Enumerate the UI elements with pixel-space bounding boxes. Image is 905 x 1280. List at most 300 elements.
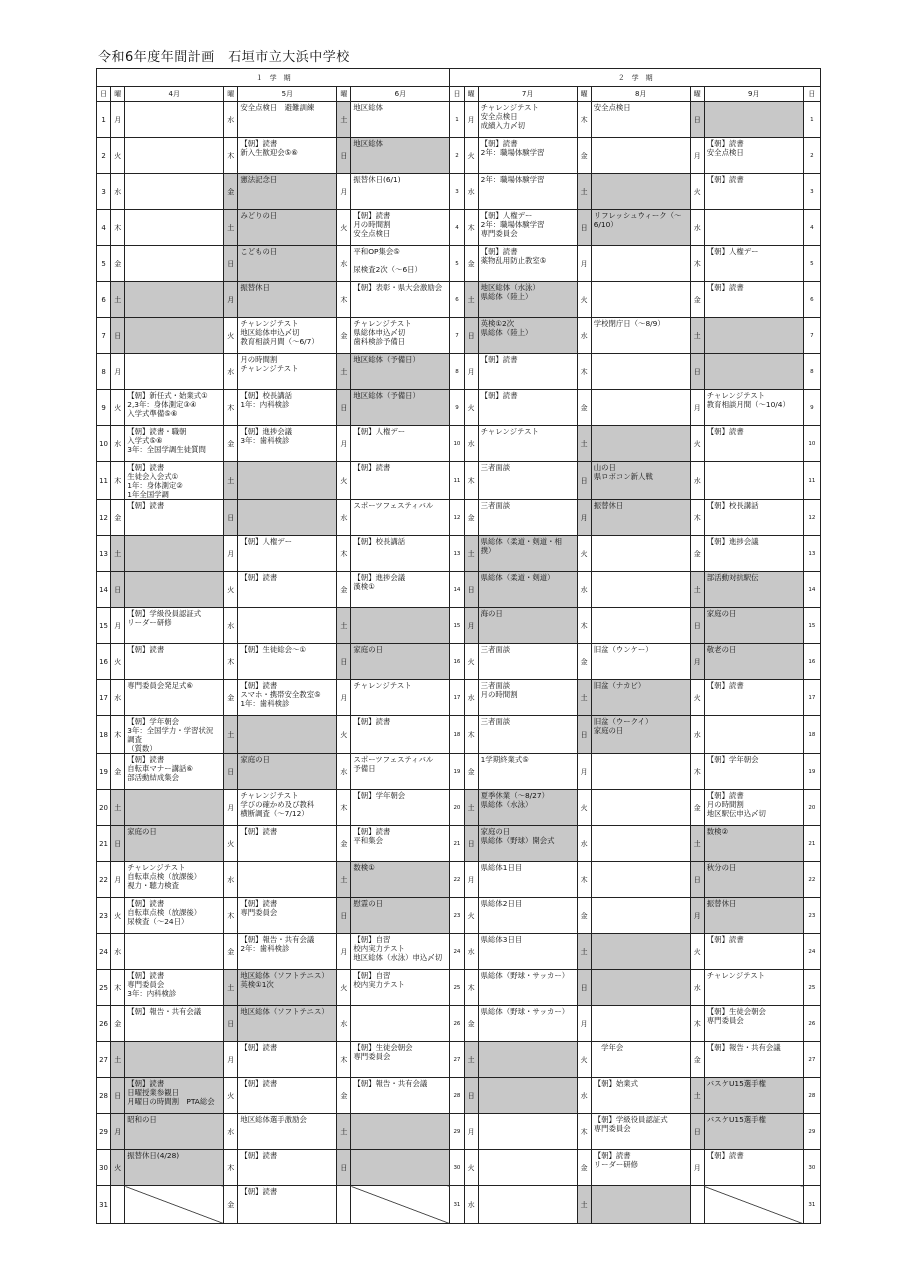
event-cell-june bbox=[351, 536, 450, 572]
event-cell-june bbox=[351, 934, 450, 970]
weekday-cell: 月 bbox=[337, 680, 351, 716]
event-text: 専門委員会 bbox=[480, 229, 518, 238]
event-text: 夏季休業（～8/27） bbox=[480, 791, 549, 800]
day-number: 24 bbox=[97, 934, 111, 970]
weekday-cell: 木 bbox=[464, 210, 478, 246]
day-number: 22 bbox=[97, 862, 111, 898]
event-cell-june bbox=[351, 898, 450, 934]
weekday-cell: 火 bbox=[577, 536, 591, 572]
event-cell-september bbox=[704, 934, 803, 970]
event-text: 尿検査2次（～6日） bbox=[353, 265, 422, 274]
event-text: 【朝】報告・共有会議 bbox=[706, 1043, 781, 1052]
weekday-cell: 日 bbox=[464, 572, 478, 608]
weekday-cell: 水 bbox=[690, 210, 704, 246]
weekday-cell: 水 bbox=[690, 462, 704, 500]
column-header-row bbox=[97, 87, 821, 102]
event-text: 1年全国学調 bbox=[127, 490, 169, 499]
event-cell-may bbox=[238, 1186, 337, 1224]
weekday-cell: 火 bbox=[464, 898, 478, 934]
weekday-cell: 土 bbox=[337, 862, 351, 898]
event-text: 【朝】読書 bbox=[240, 899, 278, 908]
weekday-header: 曜 bbox=[337, 87, 351, 102]
weekday-cell: 水 bbox=[577, 1078, 591, 1114]
event-cell-september bbox=[704, 644, 803, 680]
weekday-cell: 金 bbox=[224, 1186, 238, 1224]
event-cell-september bbox=[704, 500, 803, 536]
weekday-cell: 水 bbox=[111, 174, 125, 210]
weekday-cell: 日 bbox=[337, 138, 351, 174]
event-text: 【朝】生徒総会～① bbox=[240, 645, 307, 654]
weekday-cell: 月 bbox=[464, 1114, 478, 1150]
event-cell-august bbox=[591, 1150, 690, 1186]
weekday-cell: 木 bbox=[690, 754, 704, 790]
day-number: 8 bbox=[803, 354, 820, 390]
day-number: 22 bbox=[803, 862, 820, 898]
event-text: 月の時間割 bbox=[706, 800, 744, 809]
weekday-cell: 金 bbox=[337, 318, 351, 354]
event-cell-august bbox=[591, 462, 690, 500]
weekday-cell: 月 bbox=[577, 246, 591, 282]
event-text: 1学期終業式⑤ bbox=[480, 755, 529, 764]
event-cell-june bbox=[351, 754, 450, 790]
weekday-cell: 火 bbox=[690, 934, 704, 970]
event-text: 【朝】人権デー bbox=[706, 247, 759, 256]
event-text: 生徒会入会式① bbox=[127, 472, 179, 481]
event-cell-april bbox=[125, 174, 224, 210]
weekday-cell: 木 bbox=[337, 282, 351, 318]
event-text: 漢検① bbox=[353, 582, 375, 591]
day-row bbox=[97, 282, 821, 318]
day-number: 1 bbox=[97, 102, 111, 138]
event-text: 2年：職場体験学習 bbox=[480, 220, 545, 229]
event-cell-may bbox=[238, 644, 337, 680]
weekday-cell: 火 bbox=[337, 462, 351, 500]
weekday-cell: 月 bbox=[337, 426, 351, 462]
day-number: 23 bbox=[97, 898, 111, 934]
weekday-cell: 水 bbox=[464, 426, 478, 462]
weekday-cell: 日 bbox=[690, 1114, 704, 1150]
event-cell-may bbox=[238, 1114, 337, 1150]
event-text: 入学式準備⑤⑥ bbox=[127, 409, 178, 418]
event-text: 【朝】学年朝会 bbox=[353, 791, 406, 800]
day-row bbox=[97, 354, 821, 390]
event-cell-may bbox=[238, 680, 337, 716]
day-number: 18 bbox=[803, 716, 820, 754]
day-row bbox=[97, 318, 821, 354]
event-cell-april bbox=[125, 1042, 224, 1078]
weekday-cell: 火 bbox=[337, 716, 351, 754]
event-cell-september bbox=[704, 970, 803, 1006]
event-cell-july bbox=[478, 1150, 577, 1186]
event-cell-july bbox=[478, 500, 577, 536]
event-text: 校内実力テスト bbox=[353, 944, 405, 953]
event-text: 薬物乱用防止教室⑤ bbox=[480, 256, 547, 265]
event-text: 【朝】学級役員認証式 bbox=[593, 1115, 668, 1124]
weekday-cell: 日 bbox=[111, 318, 125, 354]
weekday-cell: 日 bbox=[337, 390, 351, 426]
day-number: 23 bbox=[803, 898, 820, 934]
event-cell-june bbox=[351, 970, 450, 1006]
event-cell-september bbox=[704, 1186, 803, 1224]
day-row bbox=[97, 716, 821, 754]
annual-plan-table-container bbox=[96, 68, 821, 1224]
day-number: 7 bbox=[803, 318, 820, 354]
weekday-cell: 火 bbox=[224, 826, 238, 862]
weekday-cell: 火 bbox=[337, 210, 351, 246]
month-header-april: 4月 bbox=[125, 87, 224, 102]
event-text: 数検① bbox=[353, 863, 375, 872]
day-number: 27 bbox=[97, 1042, 111, 1078]
event-cell-april bbox=[125, 754, 224, 790]
event-text bbox=[353, 256, 447, 265]
event-cell-july bbox=[478, 572, 577, 608]
day-number: 4 bbox=[450, 210, 464, 246]
event-text: チャレンジテスト bbox=[240, 791, 299, 800]
event-cell-april bbox=[125, 1186, 224, 1224]
weekday-cell: 日 bbox=[464, 1078, 478, 1114]
weekday-cell: 日 bbox=[337, 898, 351, 934]
day-number: 20 bbox=[97, 790, 111, 826]
weekday-cell: 土 bbox=[111, 282, 125, 318]
day-number: 15 bbox=[450, 608, 464, 644]
event-text: 【朝】表彰・県大会激励会 bbox=[353, 283, 443, 292]
event-text: 【朝】進捗会議 bbox=[706, 537, 759, 546]
event-text: 【朝】読書 bbox=[353, 827, 391, 836]
weekday-cell: 日 bbox=[224, 1006, 238, 1042]
event-text: 【朝】学年朝会 bbox=[706, 755, 759, 764]
event-cell-april bbox=[125, 934, 224, 970]
weekday-header: 曜 bbox=[577, 87, 591, 102]
event-text: 1年：内科検診 bbox=[240, 400, 290, 409]
weekday-cell: 金 bbox=[224, 426, 238, 462]
day-row bbox=[97, 1078, 821, 1114]
event-cell-july bbox=[478, 102, 577, 138]
weekday-cell: 水 bbox=[337, 246, 351, 282]
day-row bbox=[97, 1186, 821, 1224]
weekday-cell: 土 bbox=[690, 1078, 704, 1114]
event-text: 撲） bbox=[480, 546, 496, 555]
event-cell-september bbox=[704, 462, 803, 500]
event-text: 【朝】読書 bbox=[706, 427, 744, 436]
event-text: 家庭の日 bbox=[127, 827, 157, 836]
day-number: 14 bbox=[803, 572, 820, 608]
event-cell-august bbox=[591, 536, 690, 572]
weekday-cell: 月 bbox=[464, 862, 478, 898]
event-cell-july bbox=[478, 174, 577, 210]
weekday-cell: 金 bbox=[337, 1078, 351, 1114]
event-cell-august bbox=[591, 246, 690, 282]
event-cell-april bbox=[125, 790, 224, 826]
event-cell-may bbox=[238, 898, 337, 934]
event-text: 地区総体（水泳）申込〆切 bbox=[353, 953, 443, 962]
weekday-cell: 火 bbox=[224, 572, 238, 608]
day-number: 12 bbox=[803, 500, 820, 536]
weekday-cell: 火 bbox=[690, 174, 704, 210]
weekday-cell: 木 bbox=[577, 862, 591, 898]
event-cell-june bbox=[351, 318, 450, 354]
weekday-cell: 日 bbox=[224, 754, 238, 790]
event-cell-june bbox=[351, 1078, 450, 1114]
day-number: 19 bbox=[97, 754, 111, 790]
weekday-cell: 土 bbox=[111, 1042, 125, 1078]
weekday-cell: 金 bbox=[111, 754, 125, 790]
weekday-cell: 木 bbox=[224, 138, 238, 174]
day-row bbox=[97, 500, 821, 536]
day-number: 18 bbox=[450, 716, 464, 754]
event-text: 月の時間割 bbox=[480, 690, 518, 699]
day-number: 6 bbox=[803, 282, 820, 318]
day-number: 27 bbox=[450, 1042, 464, 1078]
day-number: 3 bbox=[450, 174, 464, 210]
event-cell-june bbox=[351, 1150, 450, 1186]
event-cell-august bbox=[591, 1006, 690, 1042]
event-cell-july bbox=[478, 1114, 577, 1150]
event-cell-september bbox=[704, 716, 803, 754]
weekday-cell: 月 bbox=[464, 354, 478, 390]
day-number: 19 bbox=[803, 754, 820, 790]
event-cell-april bbox=[125, 644, 224, 680]
day-number: 13 bbox=[97, 536, 111, 572]
event-text: 【朝】人権デー bbox=[240, 537, 293, 546]
event-text: 【朝】学年朝会 bbox=[127, 717, 179, 726]
event-text: 英検①2次 bbox=[480, 319, 515, 328]
event-cell-august bbox=[591, 608, 690, 644]
event-text: チャレンジテスト bbox=[127, 863, 186, 872]
event-cell-june bbox=[351, 102, 450, 138]
event-cell-april bbox=[125, 716, 224, 754]
weekday-cell: 水 bbox=[337, 500, 351, 536]
day-row bbox=[97, 934, 821, 970]
event-text: 旧盆（ウークイ） bbox=[593, 717, 653, 726]
weekday-cell: 火 bbox=[111, 1150, 125, 1186]
weekday-cell: 日 bbox=[690, 102, 704, 138]
day-number: 20 bbox=[803, 790, 820, 826]
day-number: 4 bbox=[803, 210, 820, 246]
event-text: 2年：職場体験学習 bbox=[480, 148, 545, 157]
event-cell-september bbox=[704, 608, 803, 644]
event-text: 安全点検日 bbox=[706, 148, 744, 157]
weekday-cell bbox=[690, 1186, 704, 1224]
weekday-cell: 木 bbox=[337, 1042, 351, 1078]
event-text: 日曜授業参観日 bbox=[127, 1088, 179, 1097]
event-cell-june bbox=[351, 716, 450, 754]
event-cell-july bbox=[478, 970, 577, 1006]
weekday-cell bbox=[337, 1186, 351, 1224]
event-cell-july bbox=[478, 608, 577, 644]
term-2-header: ２ 学 期 bbox=[450, 69, 821, 87]
event-text: 家庭の日 bbox=[480, 827, 511, 836]
weekday-cell: 水 bbox=[577, 318, 591, 354]
event-cell-april bbox=[125, 970, 224, 1006]
day-number: 28 bbox=[450, 1078, 464, 1114]
event-text: 【朝】読書・職朝 bbox=[127, 427, 187, 436]
weekday-cell: 月 bbox=[464, 102, 478, 138]
weekday-cell: 金 bbox=[464, 246, 478, 282]
day-number: 7 bbox=[97, 318, 111, 354]
day-header: 日 bbox=[450, 87, 464, 102]
day-row bbox=[97, 790, 821, 826]
day-number: 29 bbox=[97, 1114, 111, 1150]
event-cell-august bbox=[591, 390, 690, 426]
event-cell-june bbox=[351, 354, 450, 390]
event-text: 【朝】読書 bbox=[706, 1151, 744, 1160]
weekday-cell: 土 bbox=[690, 572, 704, 608]
event-text: 【朝】読書 bbox=[240, 827, 278, 836]
day-row bbox=[97, 210, 821, 246]
day-row bbox=[97, 898, 821, 934]
event-text: 家庭の日 bbox=[593, 726, 624, 735]
event-cell-september bbox=[704, 282, 803, 318]
weekday-cell: 金 bbox=[111, 500, 125, 536]
day-number: 5 bbox=[803, 246, 820, 282]
event-text: 【朝】読書 bbox=[127, 463, 165, 472]
event-text: チャレンジテスト bbox=[706, 391, 766, 400]
event-text: 【朝】始業式 bbox=[593, 1079, 639, 1088]
event-cell-june bbox=[351, 644, 450, 680]
weekday-cell: 火 bbox=[464, 644, 478, 680]
day-row bbox=[97, 426, 821, 462]
event-cell-august bbox=[591, 500, 690, 536]
event-text: 県総体（陸上） bbox=[480, 292, 533, 301]
weekday-cell: 水 bbox=[690, 970, 704, 1006]
event-text: 6/10） bbox=[593, 220, 618, 229]
day-number: 3 bbox=[97, 174, 111, 210]
event-cell-august bbox=[591, 174, 690, 210]
event-cell-june bbox=[351, 1186, 450, 1224]
day-number: 29 bbox=[803, 1114, 820, 1150]
event-text: 地区総体（水泳） bbox=[480, 283, 540, 292]
event-cell-july bbox=[478, 680, 577, 716]
event-text: リーダー研修 bbox=[593, 1160, 639, 1169]
day-number: 21 bbox=[450, 826, 464, 862]
event-cell-september bbox=[704, 898, 803, 934]
event-cell-may bbox=[238, 102, 337, 138]
event-text: 県総体（水泳） bbox=[480, 800, 533, 809]
weekday-cell: 金 bbox=[690, 536, 704, 572]
event-cell-august bbox=[591, 210, 690, 246]
event-text: 地区駅伝申込〆切 bbox=[706, 809, 766, 818]
event-cell-july bbox=[478, 644, 577, 680]
event-cell-august bbox=[591, 1078, 690, 1114]
event-text: 【朝】校長講話 bbox=[240, 391, 293, 400]
weekday-cell: 火 bbox=[111, 390, 125, 426]
event-cell-september bbox=[704, 572, 803, 608]
day-row bbox=[97, 138, 821, 174]
weekday-cell: 土 bbox=[337, 1114, 351, 1150]
day-number: 13 bbox=[803, 536, 820, 572]
weekday-cell: 火 bbox=[577, 1042, 591, 1078]
event-text: 振替休日(6/1) bbox=[353, 175, 401, 184]
weekday-cell: 金 bbox=[464, 1006, 478, 1042]
event-text: 【朝】報告・共有会議 bbox=[353, 1079, 428, 1088]
weekday-cell: 土 bbox=[464, 282, 478, 318]
weekday-cell: 水 bbox=[224, 1114, 238, 1150]
event-text: 地区総体 bbox=[353, 103, 383, 112]
weekday-cell: 土 bbox=[577, 174, 591, 210]
event-text: 【朝】読書 bbox=[127, 1079, 165, 1088]
event-text: 成績入力〆切 bbox=[480, 121, 525, 130]
event-text: 三者面談 bbox=[480, 645, 511, 654]
weekday-cell: 月 bbox=[111, 608, 125, 644]
day-number: 23 bbox=[450, 898, 464, 934]
event-text: 慰霊の日 bbox=[353, 899, 383, 908]
event-cell-may bbox=[238, 754, 337, 790]
event-cell-june bbox=[351, 246, 450, 282]
day-number: 10 bbox=[803, 426, 820, 462]
event-text: 県ロボコン新人戦 bbox=[593, 472, 653, 481]
event-cell-july bbox=[478, 138, 577, 174]
weekday-cell: 木 bbox=[111, 970, 125, 1006]
day-number: 17 bbox=[450, 680, 464, 716]
weekday-cell: 木 bbox=[224, 390, 238, 426]
weekday-header: 曜 bbox=[690, 87, 704, 102]
event-cell-august bbox=[591, 862, 690, 898]
event-cell-august bbox=[591, 1114, 690, 1150]
event-text: 英検①1次 bbox=[240, 980, 274, 989]
event-cell-august bbox=[591, 790, 690, 826]
day-number: 2 bbox=[97, 138, 111, 174]
event-text: リーダー研修 bbox=[127, 618, 172, 627]
weekday-cell: 火 bbox=[224, 318, 238, 354]
day-row bbox=[97, 680, 821, 716]
day-number: 28 bbox=[803, 1078, 820, 1114]
weekday-cell: 火 bbox=[224, 1078, 238, 1114]
day-number: 9 bbox=[803, 390, 820, 426]
event-text: 【朝】読書 bbox=[480, 355, 518, 364]
day-number: 14 bbox=[450, 572, 464, 608]
day-row bbox=[97, 754, 821, 790]
event-cell-may bbox=[238, 426, 337, 462]
weekday-cell: 木 bbox=[577, 102, 591, 138]
event-text: 振替休日(4/28) bbox=[127, 1151, 180, 1160]
event-cell-july bbox=[478, 898, 577, 934]
event-cell-may bbox=[238, 862, 337, 898]
event-cell-may bbox=[238, 572, 337, 608]
weekday-cell: 土 bbox=[690, 318, 704, 354]
event-text: 教育相談月間（～6/7） bbox=[240, 337, 319, 346]
event-cell-august bbox=[591, 680, 690, 716]
event-cell-july bbox=[478, 934, 577, 970]
weekday-cell: 木 bbox=[224, 644, 238, 680]
event-cell-september bbox=[704, 1150, 803, 1186]
weekday-cell: 金 bbox=[111, 1006, 125, 1042]
weekday-cell: 月 bbox=[111, 102, 125, 138]
event-text: 県総体（柔道・剣道） bbox=[480, 573, 555, 582]
event-cell-september bbox=[704, 1078, 803, 1114]
weekday-cell: 月 bbox=[224, 790, 238, 826]
event-cell-september bbox=[704, 1042, 803, 1078]
day-row bbox=[97, 1150, 821, 1186]
weekday-cell: 水 bbox=[464, 934, 478, 970]
event-cell-july bbox=[478, 716, 577, 754]
event-text: 地区総体（予備日） bbox=[353, 391, 420, 400]
event-cell-june bbox=[351, 210, 450, 246]
weekday-cell: 木 bbox=[111, 716, 125, 754]
event-cell-april bbox=[125, 246, 224, 282]
weekday-cell: 金 bbox=[224, 934, 238, 970]
day-number: 18 bbox=[97, 716, 111, 754]
event-text: スポーツフェスティバル bbox=[353, 501, 434, 510]
weekday-cell: 金 bbox=[337, 572, 351, 608]
event-cell-april bbox=[125, 1078, 224, 1114]
event-cell-april bbox=[125, 462, 224, 500]
event-cell-may bbox=[238, 934, 337, 970]
day-number: 26 bbox=[450, 1006, 464, 1042]
event-text: チャレンジテスト bbox=[706, 971, 766, 980]
weekday-cell: 月 bbox=[690, 390, 704, 426]
event-cell-may bbox=[238, 536, 337, 572]
weekday-cell: 金 bbox=[224, 680, 238, 716]
